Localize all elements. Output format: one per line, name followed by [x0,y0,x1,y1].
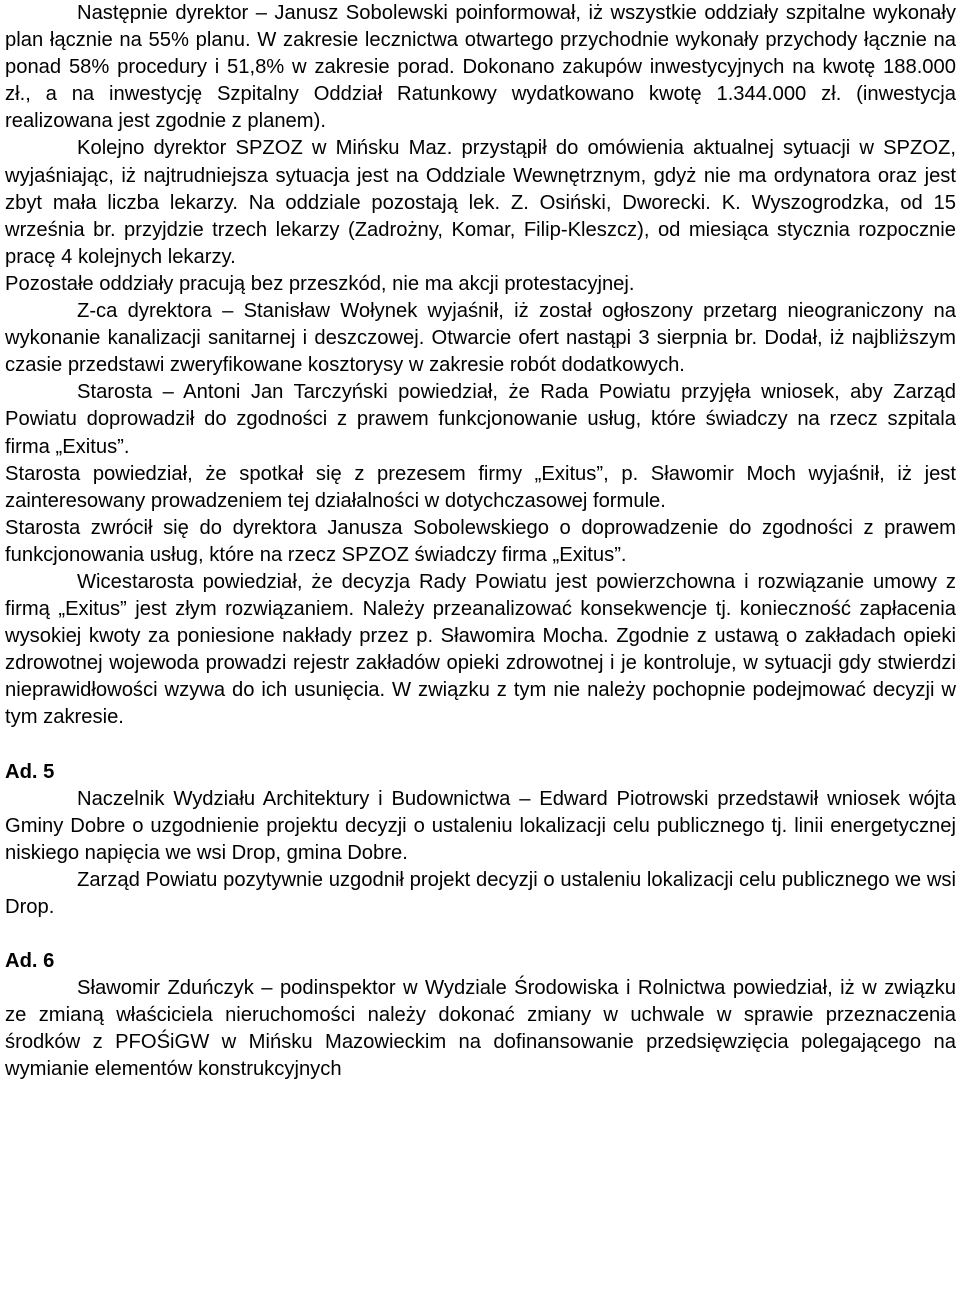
paragraph-starost-meeting: Starosta powiedział, że spotkał się z prezesem firmy „Exitus”, p. Sławomir Moch wyjaśnił, iż jest zainteresowany prowadzeniem tej działalności w dotychczasowej formule. [5,462,956,512]
paragraph-starost-request: Starosta zwrócił się do dyrektora Janusza Sobolewskiego o doprowadzenie do zgodności z prawem funkcjonowania usług, które na rzecz SPZOZ świadczy firma „Exitus”. [5,516,956,566]
paragraph-director-report: Następnie dyrektor – Janusz Sobolewski poinformował, iż wszystkie oddziały szpitalne wykonały plan łącznie na 55% planu. W zakresie lecznictwa otwartego przychodnie wykonały przychody łącznie na ponad 58% procedury i 51,8% w zakresie porad. Dokonano zakupów inwestycyjnych na kwotę 188.000 zł., a na inwestycję Szpitalny Oddział Ratunkowy wydatkowano kwotę 1.344.000 zł. (inwestycja realizowana jest zgodnie z planem). [5,2,956,133]
paragraph-ad5-request: Naczelnik Wydziału Architektury i Budownictwa – Edward Piotrowski przedstawił wniosek wójta Gminy Dobre o uzgodnienie projektu decyzji o ustaleniu lokalizacji celu publicznego tj. linii energetycznej niskiego napięcia we wsi Drop, gmina Dobre. [5,787,956,864]
section-heading-ad5: Ad. 5 [5,760,55,783]
section-spacer [5,732,956,759]
paragraph-other-wards: Pozostałe oddziały pracują bez przeszkód, nie ma akcji protestacyjnej. [5,272,635,295]
paragraph-vice-starost: Wicestarosta powiedział, że decyzja Rady Powiatu jest powierzchowna i rozwiązanie umowy z firmą „Exitus” jest złym rozwiązaniem. Należy przeanalizować konsekwencje tj. konieczność zapłacenia wysokiej kwoty za poniesione nakłady przez p. Sławomira Mocha. Zgodnie z ustawą o zakładach opieki zdrowotnej wojewoda prowadzi rejestr zakładów opieki zdrowotnej i je kontroluje, w sytuacji gdy stwierdzi nieprawidłowości wzywa do ich usunięcia. W związku z tym nie należy pochopnie podejmować decyzji w tym zakresie. [5,570,956,729]
paragraph-starost-exitus: Starosta – Antoni Jan Tarczyński powiedział, że Rada Powiatu przyjęła wniosek, aby Zarząd Powiatu doprowadził do zgodności z prawem funkcjonowanie usług, które świadczy na rzecz szpitala firma „Exitus”. [5,381,956,458]
paragraph-ad6-environment: Sławomir Zduńczyk – podinspektor w Wydziale Środowiska i Rolnictwa powiedział, iż w związku ze zmianą właściciela nieruchomości należy dokonać zmiany w uchwale w sprawie przeznaczenia środków z PFOŚiGW w Mińsku Mazowieckim na dofinansowanie przedsięwzięcia polegającego na wymianie elementów konstrukcyjnych [5,977,956,1081]
paragraph-internal-ward: Kolejno dyrektor SPZOZ w Mińsku Maz. przystąpił do omówienia aktualnej sytuacji w SPZOZ, wyjaśniając, iż najtrudniejsza sytuacja jest na Oddziale Wewnętrznym, gdyż nie ma ordynatora oraz jest zbyt mała liczba lekarzy. Na oddziale pozostają lek. Z. Osiński, Dworecki. K. Wyszogrodzka, od 15 września br. przyjdzie trzech lekarzy (Zadrożny, Komar, Filip-Kleszcz), od miesiąca stycznia rozpocznie pracę 4 kolejnych lekarzy. [5,137,956,268]
section-heading-ad6: Ad. 6 [5,950,55,973]
section-spacer [5,921,956,948]
paragraph-deputy-director: Z-ca dyrektora – Stanisław Wołynek wyjaśnił, iż został ogłoszony przetarg nieograniczony na wykonanie kanalizacji sanitarnej i deszczowej. Otwarcie ofert nastąpi 3 sierpnia br. Dodał, iż najbliższym czasie przedstawi zweryfikowane kosztorysy w zakresie robót dodatkowych. [5,300,956,377]
paragraph-ad5-decision: Zarząd Powiatu pozytywnie uzgodnił projekt decyzji o ustaleniu lokalizacji celu publicznego we wsi Drop. [5,868,956,918]
